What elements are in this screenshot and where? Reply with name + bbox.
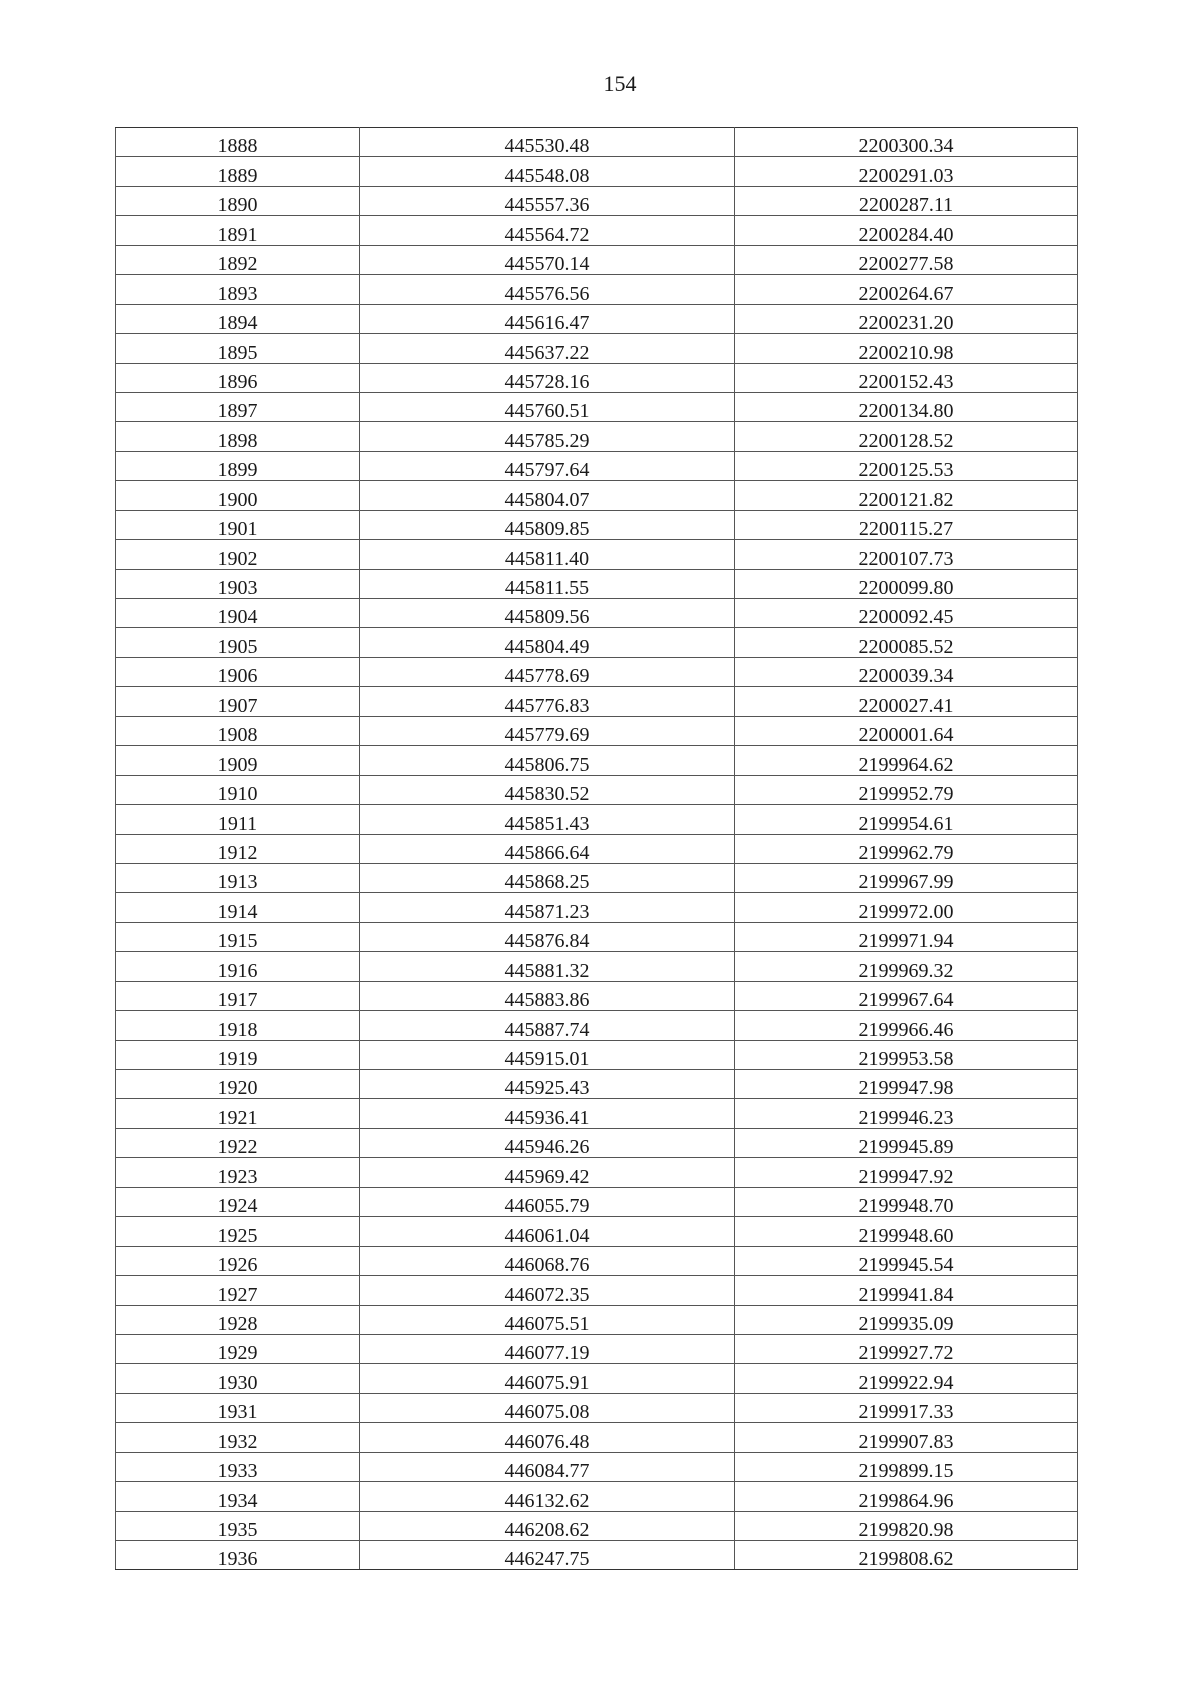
x-coordinate-cell: 445809.56 (360, 599, 735, 628)
y-coordinate-cell: 2200085.52 (735, 628, 1078, 657)
y-coordinate-cell: 2199864.96 (735, 1482, 1078, 1511)
point-number-cell: 1916 (116, 952, 360, 981)
x-coordinate-cell: 445811.40 (360, 540, 735, 569)
point-number-cell: 1922 (116, 1128, 360, 1157)
table-row (116, 1334, 1078, 1363)
x-coordinate-cell: 445806.75 (360, 746, 735, 775)
table-row (116, 569, 1078, 598)
point-number-cell: 1906 (116, 657, 360, 686)
table-row (116, 1511, 1078, 1540)
x-coordinate-cell: 445851.43 (360, 805, 735, 834)
x-coordinate-cell: 445866.64 (360, 834, 735, 863)
x-coordinate-cell: 446084.77 (360, 1452, 735, 1481)
y-coordinate-cell: 2199927.72 (735, 1334, 1078, 1363)
point-number-cell: 1934 (116, 1482, 360, 1511)
y-coordinate-cell: 2199967.99 (735, 863, 1078, 892)
x-coordinate-cell: 445779.69 (360, 716, 735, 745)
x-coordinate-cell: 446076.48 (360, 1423, 735, 1452)
x-coordinate-cell: 445876.84 (360, 922, 735, 951)
y-coordinate-cell: 2200134.80 (735, 392, 1078, 421)
point-number-cell: 1901 (116, 510, 360, 539)
x-coordinate-cell: 445830.52 (360, 775, 735, 804)
y-coordinate-cell: 2200092.45 (735, 599, 1078, 628)
point-number-cell: 1921 (116, 1099, 360, 1128)
x-coordinate-cell: 445925.43 (360, 1070, 735, 1099)
y-coordinate-cell: 2199947.98 (735, 1070, 1078, 1099)
point-number-cell: 1930 (116, 1364, 360, 1393)
y-coordinate-cell: 2199935.09 (735, 1305, 1078, 1334)
y-coordinate-cell: 2199971.94 (735, 922, 1078, 951)
table-row (116, 245, 1078, 274)
table-row (116, 186, 1078, 215)
table-row (116, 1364, 1078, 1393)
y-coordinate-cell: 2200231.20 (735, 304, 1078, 333)
x-coordinate-cell: 445728.16 (360, 363, 735, 392)
table-row (116, 422, 1078, 451)
table-row (116, 1482, 1078, 1511)
x-coordinate-cell: 445883.86 (360, 981, 735, 1010)
y-coordinate-cell: 2199964.62 (735, 746, 1078, 775)
y-coordinate-cell: 2200027.41 (735, 687, 1078, 716)
point-number-cell: 1902 (116, 540, 360, 569)
x-coordinate-cell: 445557.36 (360, 186, 735, 215)
x-coordinate-cell: 445797.64 (360, 451, 735, 480)
point-number-cell: 1918 (116, 1011, 360, 1040)
table-row (116, 157, 1078, 186)
x-coordinate-cell: 445811.55 (360, 569, 735, 598)
y-coordinate-cell: 2199922.94 (735, 1364, 1078, 1393)
y-coordinate-cell: 2199972.00 (735, 893, 1078, 922)
point-number-cell: 1910 (116, 775, 360, 804)
x-coordinate-cell: 446075.91 (360, 1364, 735, 1393)
x-coordinate-cell: 445564.72 (360, 216, 735, 245)
y-coordinate-cell: 2200125.53 (735, 451, 1078, 480)
x-coordinate-cell: 445969.42 (360, 1158, 735, 1187)
y-coordinate-cell: 2200099.80 (735, 569, 1078, 598)
table-row (116, 628, 1078, 657)
y-coordinate-cell: 2199947.92 (735, 1158, 1078, 1187)
point-number-cell: 1894 (116, 304, 360, 333)
x-coordinate-cell: 446061.04 (360, 1217, 735, 1246)
point-number-cell: 1896 (116, 363, 360, 392)
point-number-cell: 1936 (116, 1541, 360, 1570)
y-coordinate-cell: 2199899.15 (735, 1452, 1078, 1481)
table-row (116, 1452, 1078, 1481)
y-coordinate-cell: 2200277.58 (735, 245, 1078, 274)
table-row (116, 775, 1078, 804)
point-number-cell: 1899 (116, 451, 360, 480)
table-row (116, 1011, 1078, 1040)
table-row (116, 363, 1078, 392)
table-row (116, 304, 1078, 333)
point-number-cell: 1888 (116, 128, 360, 157)
point-number-cell: 1914 (116, 893, 360, 922)
x-coordinate-cell: 445804.49 (360, 628, 735, 657)
point-number-cell: 1917 (116, 981, 360, 1010)
table-row (116, 1541, 1078, 1570)
y-coordinate-cell: 2199948.60 (735, 1217, 1078, 1246)
table-row (116, 1040, 1078, 1069)
table-row (116, 540, 1078, 569)
y-coordinate-cell: 2199907.83 (735, 1423, 1078, 1452)
x-coordinate-cell: 445570.14 (360, 245, 735, 274)
x-coordinate-cell: 445760.51 (360, 392, 735, 421)
point-number-cell: 1904 (116, 599, 360, 628)
y-coordinate-cell: 2200128.52 (735, 422, 1078, 451)
x-coordinate-cell: 446077.19 (360, 1334, 735, 1363)
point-number-cell: 1932 (116, 1423, 360, 1452)
y-coordinate-cell: 2199969.32 (735, 952, 1078, 981)
point-number-cell: 1890 (116, 186, 360, 215)
x-coordinate-cell: 445936.41 (360, 1099, 735, 1128)
point-number-cell: 1915 (116, 922, 360, 951)
table-row (116, 716, 1078, 745)
table-row (116, 687, 1078, 716)
x-coordinate-cell: 446072.35 (360, 1276, 735, 1305)
point-number-cell: 1933 (116, 1452, 360, 1481)
table-row (116, 893, 1078, 922)
table-row (116, 510, 1078, 539)
table-row (116, 1276, 1078, 1305)
coordinate-table (115, 127, 1078, 1570)
point-number-cell: 1913 (116, 863, 360, 892)
y-coordinate-cell: 2200264.67 (735, 275, 1078, 304)
point-number-cell: 1905 (116, 628, 360, 657)
point-number-cell: 1898 (116, 422, 360, 451)
point-number-cell: 1911 (116, 805, 360, 834)
x-coordinate-cell: 445637.22 (360, 334, 735, 363)
x-coordinate-cell: 446075.08 (360, 1393, 735, 1422)
y-coordinate-cell: 2199917.33 (735, 1393, 1078, 1422)
table-row (116, 746, 1078, 775)
table-row (116, 1187, 1078, 1216)
table-row (116, 922, 1078, 951)
point-number-cell: 1925 (116, 1217, 360, 1246)
x-coordinate-cell: 445946.26 (360, 1128, 735, 1157)
point-number-cell: 1889 (116, 157, 360, 186)
x-coordinate-cell: 445776.83 (360, 687, 735, 716)
y-coordinate-cell: 2200115.27 (735, 510, 1078, 539)
x-coordinate-cell: 445809.85 (360, 510, 735, 539)
x-coordinate-cell: 446068.76 (360, 1246, 735, 1275)
table-row (116, 657, 1078, 686)
point-number-cell: 1900 (116, 481, 360, 510)
table-row (116, 1393, 1078, 1422)
y-coordinate-cell: 2199948.70 (735, 1187, 1078, 1216)
x-coordinate-cell: 445530.48 (360, 128, 735, 157)
table-row (116, 952, 1078, 981)
x-coordinate-cell: 445881.32 (360, 952, 735, 981)
point-number-cell: 1897 (116, 392, 360, 421)
y-coordinate-cell: 2200287.11 (735, 186, 1078, 215)
y-coordinate-cell: 2199945.54 (735, 1246, 1078, 1275)
table-row (116, 981, 1078, 1010)
table-row (116, 392, 1078, 421)
table-row (116, 834, 1078, 863)
table-row (116, 863, 1078, 892)
point-number-cell: 1903 (116, 569, 360, 598)
point-number-cell: 1909 (116, 746, 360, 775)
y-coordinate-cell: 2200300.34 (735, 128, 1078, 157)
x-coordinate-cell: 445785.29 (360, 422, 735, 451)
point-number-cell: 1908 (116, 716, 360, 745)
point-number-cell: 1923 (116, 1158, 360, 1187)
y-coordinate-cell: 2200291.03 (735, 157, 1078, 186)
point-number-cell: 1907 (116, 687, 360, 716)
y-coordinate-cell: 2199946.23 (735, 1099, 1078, 1128)
point-number-cell: 1912 (116, 834, 360, 863)
y-coordinate-cell: 2199808.62 (735, 1541, 1078, 1570)
table-row (116, 275, 1078, 304)
x-coordinate-cell: 445778.69 (360, 657, 735, 686)
y-coordinate-cell: 2200210.98 (735, 334, 1078, 363)
x-coordinate-cell: 445868.25 (360, 863, 735, 892)
table-row (116, 1305, 1078, 1334)
point-number-cell: 1927 (116, 1276, 360, 1305)
table-row (116, 481, 1078, 510)
table-row (116, 1158, 1078, 1187)
y-coordinate-cell: 2200152.43 (735, 363, 1078, 392)
x-coordinate-cell: 446247.75 (360, 1541, 735, 1570)
point-number-cell: 1924 (116, 1187, 360, 1216)
point-number-cell: 1895 (116, 334, 360, 363)
y-coordinate-cell: 2200039.34 (735, 657, 1078, 686)
table-row (116, 1128, 1078, 1157)
y-coordinate-cell: 2199962.79 (735, 834, 1078, 863)
coordinate-table-body (116, 128, 1078, 1570)
table-row (116, 1217, 1078, 1246)
point-number-cell: 1928 (116, 1305, 360, 1334)
table-row (116, 128, 1078, 157)
x-coordinate-cell: 446075.51 (360, 1305, 735, 1334)
y-coordinate-cell: 2200121.82 (735, 481, 1078, 510)
point-number-cell: 1926 (116, 1246, 360, 1275)
table-row (116, 216, 1078, 245)
point-number-cell: 1893 (116, 275, 360, 304)
y-coordinate-cell: 2199967.64 (735, 981, 1078, 1010)
x-coordinate-cell: 445871.23 (360, 893, 735, 922)
y-coordinate-cell: 2199952.79 (735, 775, 1078, 804)
y-coordinate-cell: 2199954.61 (735, 805, 1078, 834)
table-row (116, 334, 1078, 363)
y-coordinate-cell: 2199966.46 (735, 1011, 1078, 1040)
table-row (116, 599, 1078, 628)
point-number-cell: 1919 (116, 1040, 360, 1069)
y-coordinate-cell: 2200107.73 (735, 540, 1078, 569)
point-number-cell: 1931 (116, 1393, 360, 1422)
table-row (116, 805, 1078, 834)
table-row (116, 451, 1078, 480)
x-coordinate-cell: 446208.62 (360, 1511, 735, 1540)
point-number-cell: 1929 (116, 1334, 360, 1363)
y-coordinate-cell: 2200001.64 (735, 716, 1078, 745)
y-coordinate-cell: 2200284.40 (735, 216, 1078, 245)
y-coordinate-cell: 2199945.89 (735, 1128, 1078, 1157)
table-row (116, 1070, 1078, 1099)
page-number: 154 (603, 71, 637, 96)
table-row (116, 1246, 1078, 1275)
x-coordinate-cell: 445804.07 (360, 481, 735, 510)
y-coordinate-cell: 2199820.98 (735, 1511, 1078, 1540)
x-coordinate-cell: 446132.62 (360, 1482, 735, 1511)
point-number-cell: 1920 (116, 1070, 360, 1099)
x-coordinate-cell: 446055.79 (360, 1187, 735, 1216)
x-coordinate-cell: 445616.47 (360, 304, 735, 333)
x-coordinate-cell: 445576.56 (360, 275, 735, 304)
x-coordinate-cell: 445887.74 (360, 1011, 735, 1040)
point-number-cell: 1891 (116, 216, 360, 245)
y-coordinate-cell: 2199941.84 (735, 1276, 1078, 1305)
point-number-cell: 1935 (116, 1511, 360, 1540)
x-coordinate-cell: 445915.01 (360, 1040, 735, 1069)
point-number-cell: 1892 (116, 245, 360, 274)
table-row (116, 1099, 1078, 1128)
table-row (116, 1423, 1078, 1452)
y-coordinate-cell: 2199953.58 (735, 1040, 1078, 1069)
x-coordinate-cell: 445548.08 (360, 157, 735, 186)
